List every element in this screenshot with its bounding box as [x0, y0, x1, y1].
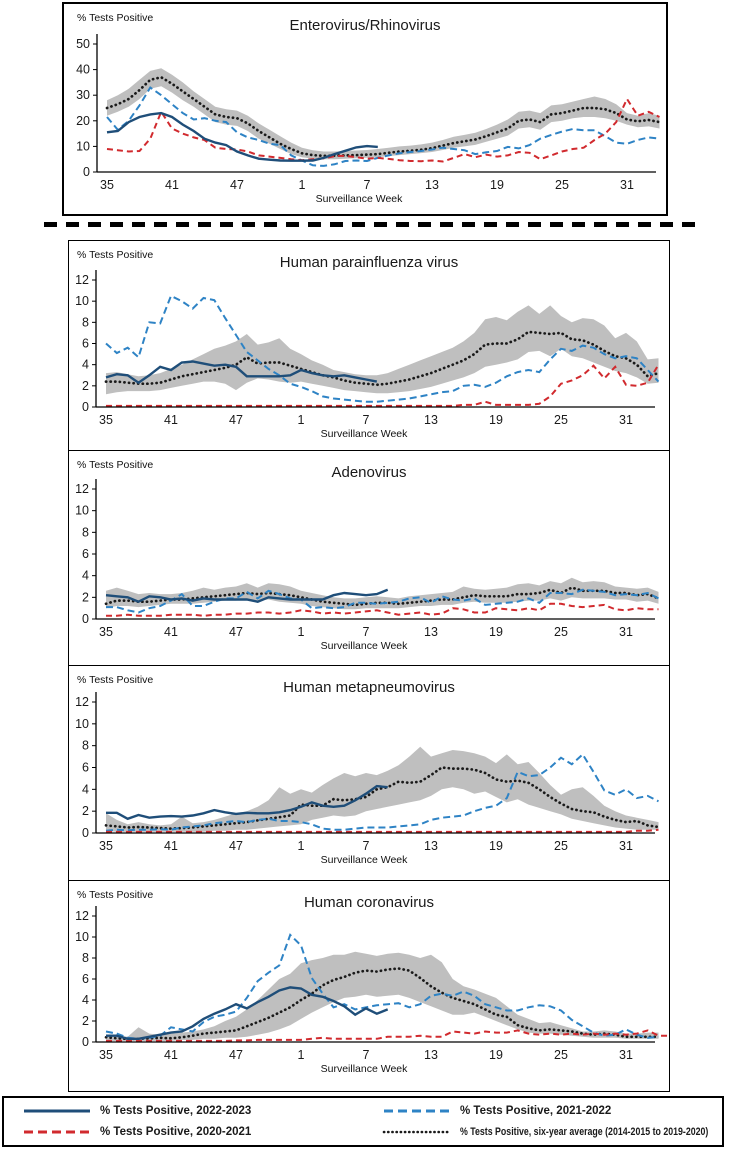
x-tick-label: 47 [230, 178, 244, 192]
y-tick-label: 8 [82, 738, 89, 753]
x-axis-title: Surveillance Week [315, 193, 403, 205]
y-tick-label: 12 [75, 482, 89, 496]
y-axis-title: % Tests Positive [77, 674, 154, 686]
x-tick-label: 19 [489, 413, 503, 427]
x-tick-label: 35 [99, 413, 113, 427]
x-tick-label: 1 [297, 413, 305, 427]
y-axis-title: % Tests Positive [77, 889, 154, 901]
x-tick-label: 25 [555, 178, 569, 192]
x-tick-label: 19 [489, 839, 503, 853]
legend [2, 1096, 724, 1147]
x-tick-label: 41 [164, 625, 178, 639]
y-tick-label: 0 [83, 165, 90, 179]
x-tick-label: 1 [297, 1048, 305, 1062]
legend-label: % Tests Positive, 2022-2023 [100, 1105, 252, 1118]
confidence-band [106, 747, 659, 832]
x-tick-label: 31 [619, 839, 633, 853]
y-tick-label: 2 [82, 378, 89, 393]
x-tick-label: 19 [490, 178, 504, 192]
x-axis-title: Surveillance Week [320, 428, 408, 440]
x-tick-label: 7 [362, 1048, 370, 1062]
chart-box-enterovirus-rhinovirus [62, 2, 668, 216]
x-tick-label: 7 [363, 178, 371, 192]
x-axis-title: Surveillance Week [320, 1063, 408, 1075]
x-tick-label: 7 [362, 625, 370, 639]
plot-parainfluenza [69, 241, 669, 451]
y-tick-label: 50 [76, 37, 90, 51]
x-tick-label: 31 [619, 1048, 633, 1062]
x-tick-label: 47 [229, 839, 243, 853]
x-tick-label: 7 [362, 413, 370, 427]
chart-title: Human metapneumovirus [283, 679, 455, 696]
chart-box-adenovirus [68, 450, 670, 667]
y-tick-label: 0 [82, 826, 89, 840]
x-tick-label: 31 [619, 625, 633, 639]
x-tick-label: 31 [619, 413, 633, 427]
plot-coronavirus [69, 881, 669, 1091]
y-tick-label: 4 [82, 782, 89, 797]
y-tick-label: 6 [82, 972, 89, 986]
legend-swatch-solid-navy [22, 1107, 92, 1115]
x-tick-label: 31 [620, 178, 634, 192]
y-tick-label: 4 [82, 993, 89, 1007]
chart-title: Human parainfluenza virus [279, 254, 459, 271]
y-tick-label: 12 [75, 273, 89, 287]
x-tick-label: 13 [424, 413, 438, 427]
y-tick-label: 2 [82, 590, 89, 605]
chart-title: Enterovirus/Rhinovirus [289, 17, 441, 34]
x-tick-label: 13 [424, 1048, 438, 1062]
y-tick-label: 6 [82, 547, 89, 561]
x-tick-label: 13 [425, 178, 439, 192]
legend-label: % Tests Positive, 2020-2021 [100, 1125, 252, 1138]
confidence-band [107, 68, 660, 159]
y-tick-label: 12 [75, 909, 89, 923]
confidence-band [106, 578, 659, 610]
y-tick-label: 6 [82, 760, 89, 775]
x-tick-label: 47 [229, 1048, 243, 1062]
y-tick-label: 10 [76, 139, 90, 154]
x-tick-label: 1 [298, 178, 306, 192]
x-tick-label: 25 [554, 1048, 568, 1062]
x-tick-label: 19 [489, 625, 503, 639]
y-tick-label: 4 [82, 568, 89, 583]
y-tick-label: 8 [82, 315, 89, 330]
y-tick-label: 0 [82, 612, 89, 626]
y-tick-label: 6 [82, 336, 89, 351]
y-tick-label: 12 [75, 695, 89, 709]
y-axis-title: % Tests Positive [77, 249, 154, 261]
y-tick-label: 0 [82, 400, 89, 414]
y-tick-label: 8 [82, 525, 89, 540]
x-tick-label: 41 [164, 839, 178, 853]
legend-swatch-dotted-black [382, 1128, 452, 1136]
y-tick-label: 8 [82, 951, 89, 965]
y-tick-label: 10 [75, 716, 89, 731]
legend-item-2022-2023 [22, 1105, 382, 1117]
x-tick-label: 47 [229, 625, 243, 639]
y-tick-label: 2 [82, 804, 89, 819]
x-tick-label: 41 [165, 178, 179, 192]
x-axis-title: Surveillance Week [320, 854, 408, 866]
x-axis-title: Surveillance Week [320, 640, 408, 652]
chart-box-metapneumovirus [68, 665, 670, 882]
legend-swatch-dashed-blue [382, 1107, 452, 1115]
x-tick-label: 13 [424, 839, 438, 853]
legend-item-2021-2022 [382, 1105, 730, 1117]
y-axis-title: % Tests Positive [77, 459, 154, 471]
legend-item-six-year-average [382, 1126, 730, 1138]
x-tick-label: 1 [297, 839, 305, 853]
y-tick-label: 0 [82, 1035, 89, 1049]
chart-box-parainfluenza [68, 240, 670, 452]
x-tick-label: 41 [164, 1048, 178, 1062]
x-tick-label: 13 [424, 625, 438, 639]
y-tick-label: 10 [75, 503, 89, 518]
plot-enterovirus-rhinovirus [64, 4, 666, 214]
x-tick-label: 7 [362, 839, 370, 853]
y-tick-label: 30 [76, 88, 90, 103]
y-tick-label: 4 [82, 357, 89, 372]
legend-swatch-dashed-red [22, 1128, 92, 1136]
legend-label: % Tests Positive, six-year average (2014-2015 to 2019-2020) [460, 1125, 709, 1138]
x-tick-label: 47 [229, 413, 243, 427]
y-tick-label: 10 [75, 294, 89, 309]
y-tick-label: 40 [76, 62, 90, 77]
legend-label: % Tests Positive, 2021-2022 [460, 1105, 612, 1118]
x-tick-label: 25 [554, 625, 568, 639]
x-tick-label: 35 [99, 625, 113, 639]
legend-item-2020-2021 [22, 1126, 382, 1138]
x-tick-label: 25 [554, 413, 568, 427]
chart-title: Adenovirus [331, 464, 407, 481]
plot-metapneumovirus [69, 666, 669, 881]
y-tick-label: 2 [82, 1014, 89, 1028]
x-tick-label: 35 [100, 178, 114, 192]
x-tick-label: 19 [489, 1048, 503, 1062]
y-axis-title: % Tests Positive [77, 12, 154, 24]
y-tick-label: 20 [76, 113, 90, 128]
plot-adenovirus [69, 451, 669, 666]
x-tick-label: 41 [164, 413, 178, 427]
x-tick-label: 1 [297, 625, 305, 639]
x-tick-label: 25 [554, 839, 568, 853]
dashed-section-divider [44, 222, 702, 227]
y-tick-label: 10 [75, 930, 89, 944]
chart-title: Human coronavirus [303, 894, 435, 911]
x-tick-label: 35 [99, 1048, 113, 1062]
x-tick-label: 35 [99, 839, 113, 853]
chart-box-coronavirus [68, 880, 670, 1092]
